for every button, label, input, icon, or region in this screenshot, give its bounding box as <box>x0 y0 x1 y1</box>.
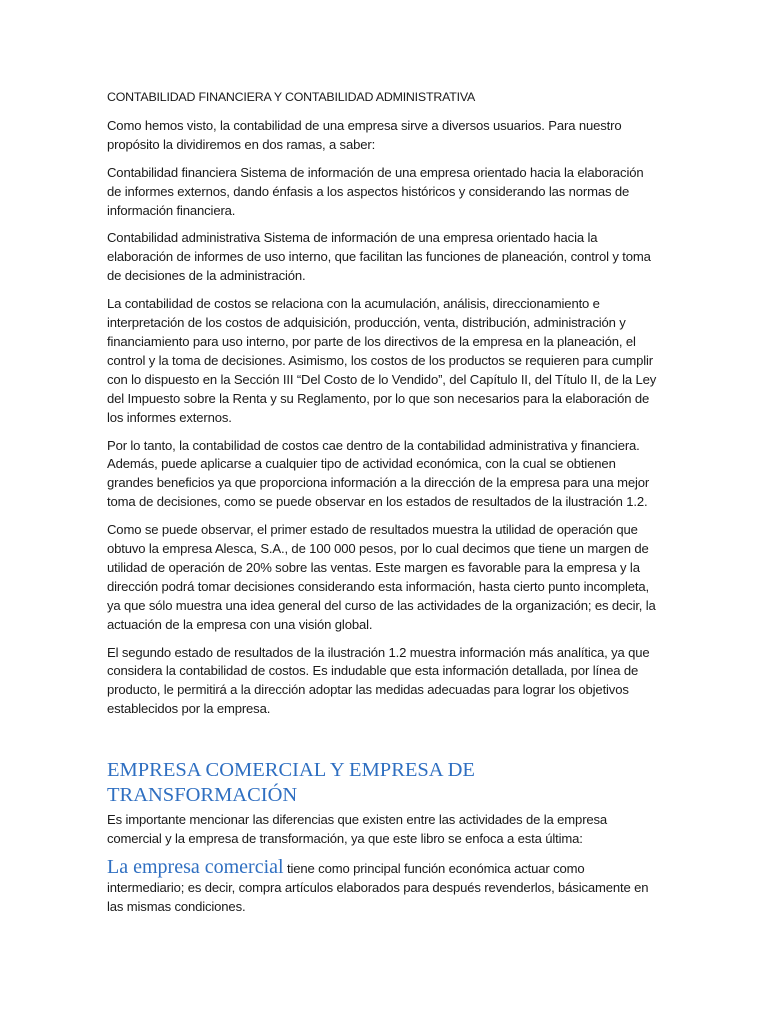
lead-phrase-continuation: tiene como principal función económica actuar como intermediario; es decir, compra artículos elaborados para después revenderlos, básicamente en las mismas condiciones. <box>107 861 649 914</box>
paragraph-section-intro: Es importante mencionar las diferencias que existen entre las actividades de la empresa comercial y la empresa de transformación, ya que este libro se enfoca a esta última: <box>107 812 608 847</box>
document-page <box>107 88 659 926</box>
document-title: CONTABILIDAD FINANCIERA Y CONTABILIDAD ADMINISTRATIVA <box>107 90 476 104</box>
section-heading: EMPRESA COMERCIAL Y EMPRESA DE TRANSFORMACIÓN <box>107 759 475 807</box>
paragraph-administrative-accounting: Contabilidad administrativa Sistema de información de una empresa orientado hacia la elaboración de informes de uso interno, que facilitan las funciones de planeación, control y toma de decisiones de la administración. <box>107 230 651 284</box>
lead-phrase: La empresa comercial <box>107 856 284 878</box>
paragraph-intro: Como hemos visto, la contabilidad de una empresa sirve a diversos usuarios. Para nuestro propósito la dividiremos en dos ramas, a saber: <box>107 117 622 152</box>
paragraph-first-income-statement: Como se puede observar, el primer estado de resultados muestra la utilidad de operación que obtuvo la empresa Alesca, S.A., de 100 000 pesos, por lo cual decimos que tiene un margen de utilidad de operación de 20% sobre las ventas. Este margen es favorable para la empresa y la dirección podrá tomar decisiones considerando esta información, hasta cierto punto incompleta, ya que sólo muestra una idea general del curso de las actividades de la organización; es decir, la actuación de la empresa con una visión global. <box>107 522 656 632</box>
paragraph-cost-accounting: La contabilidad de costos se relaciona con la acumulación, análisis, direccionamiento e interpretación de los costos de adquisición, producción, venta, distribución, administración y financiamiento para uso interno, por parte de los directivos de la empresa en la planeación, el control y la toma de decisiones. Asimismo, los costos de los productos se requieren para cumplir con lo dispuesto en la Sección III “Del Costo de lo Vendido”, del Capítulo II, del Título II, de la Ley del Impuesto sobre la Renta y su Reglamento, por lo que son necesarios para la elaboración de los informes externos. <box>107 296 657 425</box>
paragraph-second-income-statement: El segundo estado de resultados de la ilustración 1.2 muestra información más analítica, ya que considera la contabilidad de costos. Es indudable que esta información detallada, por línea de producto, le permitirá a la dirección adoptar las medidas adecuadas para lograr los objetivos establecidos por la empresa. <box>107 644 650 717</box>
paragraph-cost-accounting-scope: Por lo tanto, la contabilidad de costos cae dentro de la contabilidad administrativa y financiera. Además, puede aplicarse a cualquier tipo de actividad económica, con la cual se obtienen grandes beneficios ya que proporciona información a la dirección de la empresa para una mejor toma de decisiones, como se puede observar en los estados de resultados de la ilustración 1.2. <box>107 437 650 510</box>
paragraph-financial-accounting: Contabilidad financiera Sistema de información de una empresa orientado hacia la elaboración de informes externos, dando énfasis a los aspectos históricos y considerando las normas de información financiera. <box>107 164 644 218</box>
paragraph-commercial-company <box>107 858 659 917</box>
